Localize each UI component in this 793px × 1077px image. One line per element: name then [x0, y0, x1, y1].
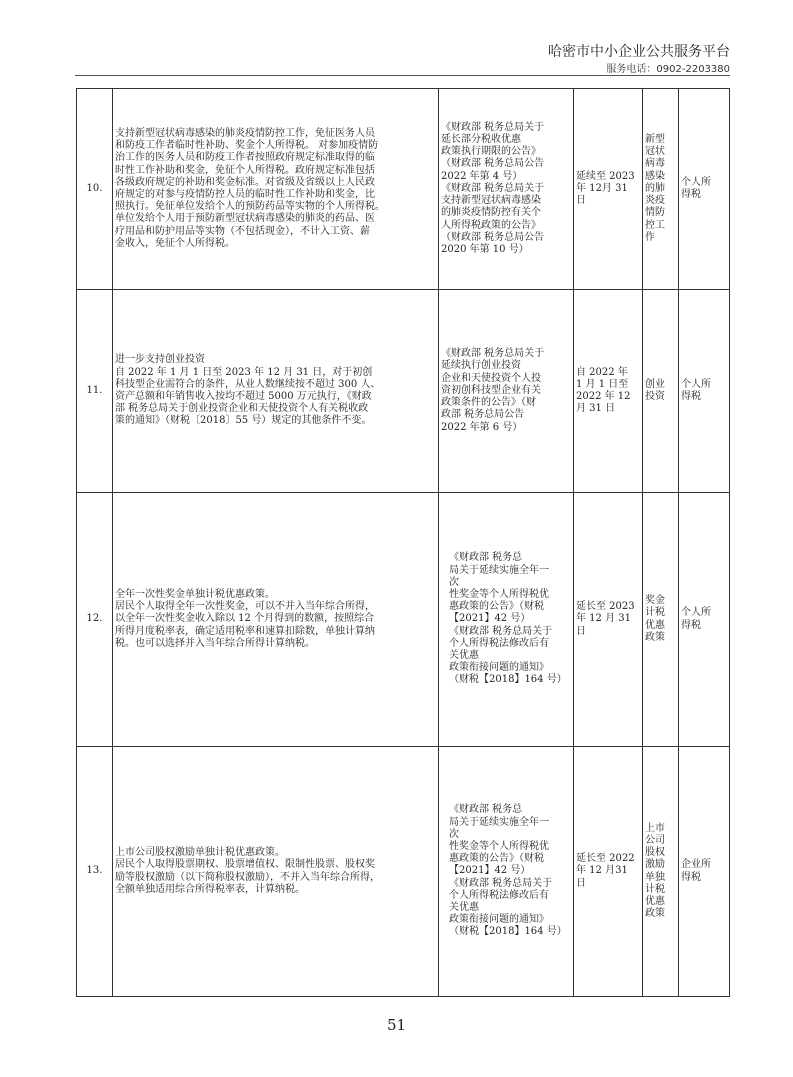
policy-item-line: 优惠 — [645, 895, 665, 907]
policy-item-line: 上市 — [645, 822, 665, 834]
validity-period — [574, 89, 643, 290]
policy-content-line: 自 2022 年 1 月 1 日至 2023 年 12 月 31 日，对于初创 — [115, 366, 373, 378]
policy-content-line: 全年一次性奖金单独计税优惠政策。 — [115, 588, 275, 600]
policy-basis-line: （财政部 税务总局公告 — [441, 231, 545, 243]
policy-item-line: 病毒 — [645, 158, 665, 170]
policy-content — [113, 747, 439, 997]
policy-content-line: 居民个人取得股票期权、股票增值权、限制性股票、股权奖 — [115, 859, 375, 871]
validity-period-line: 年 12 月31 — [576, 865, 628, 877]
policy-basis-line: 支持新型冠状病毒感染 — [441, 195, 541, 207]
policy-item-line: 冠状 — [645, 146, 665, 158]
tax-type-line: 得税 — [681, 189, 701, 200]
policy-content-line: 上市公司股权激励单独计税优惠政策。 — [115, 847, 285, 859]
validity-period-line: 年 12 月 31 — [576, 613, 631, 625]
validity-period-line: 自 2022 年 — [576, 366, 628, 378]
policy-basis-line: 资初创科技型企业有关 — [441, 384, 541, 396]
validity-period-line: 延长至 2022 — [576, 853, 635, 865]
policy-content-line: 单位发给个人用于预防新型冠状病毒感染的肺炎的药品、医 — [115, 213, 375, 225]
policy-content — [113, 290, 439, 493]
policy-basis — [439, 747, 574, 997]
policy-item-line: 控工 — [645, 219, 665, 231]
policy-item-line: 计税 — [645, 883, 665, 895]
policy-content-line: 金收入，免征个人所得税。 — [115, 237, 235, 249]
policy-basis — [439, 493, 574, 747]
policy-basis-line: 企业和天使投资个人投 — [441, 372, 541, 384]
policy-item-line: 创业 — [645, 378, 665, 390]
policy-item-line: 单独 — [645, 871, 665, 883]
policy-item-line: 激励 — [645, 859, 665, 871]
tax-type — [679, 493, 730, 747]
validity-period-line: 1 月 1 日至 — [576, 378, 629, 390]
policy-table — [76, 88, 730, 997]
policy-item-line: 的肺 — [645, 182, 665, 194]
policy-content — [113, 89, 439, 290]
table-row — [77, 747, 730, 997]
row-number: 10. — [77, 89, 113, 290]
policy-item — [643, 493, 679, 747]
policy-basis-line: 政策衔接问题的通知》 — [449, 662, 549, 674]
platform-title: 哈密市中小企业公共服务平台 — [548, 44, 730, 60]
policy-basis-line: 《财政部 税务总局关于 — [441, 182, 545, 194]
table-row — [77, 290, 730, 493]
policy-basis-line: 2022 年第 6 号） — [441, 421, 523, 433]
policy-item-line: 作 — [645, 231, 655, 243]
policy-content-line: 部 税务总局关于创业投资企业和天使投资个人有关税收政 — [115, 403, 369, 415]
policy-basis — [439, 290, 574, 493]
policy-basis-line: 《财政部 税务总局关于 — [441, 348, 545, 360]
policy-item — [643, 89, 679, 290]
validity-period-line: 日 — [576, 195, 586, 207]
policy-basis-line: 延长部分税收优惠 — [441, 134, 521, 146]
policy-item-line: 优惠 — [645, 619, 665, 631]
policy-content-line: 照执行。免征单位发给个人的预防药品等实物的个人所得税。 — [115, 201, 385, 213]
policy-item-line: 情防 — [645, 207, 665, 219]
policy-basis-line: 个人所得税法修改后有 — [449, 889, 549, 901]
policy-item-line: 股权 — [645, 847, 665, 859]
policy-content-line: 资产总额和年销售收入按均不超过 5000 万元执行，《财政 — [115, 391, 372, 402]
policy-basis-line: 性奖金等个人所得税优 — [449, 840, 549, 852]
tax-type — [679, 290, 730, 493]
policy-basis-line: （财政部 税务总局公告 — [441, 158, 545, 170]
tax-type-line: 得税 — [681, 391, 701, 402]
tax-type — [679, 89, 730, 290]
tax-type-line: 企业所 — [681, 859, 711, 871]
policy-item-line: 奖金 — [645, 595, 665, 607]
page-number: 51 — [386, 1016, 407, 1034]
row-number: 11. — [77, 290, 113, 493]
policy-basis-line: 性奖金等个人所得税优 — [449, 588, 549, 600]
policy-content-line: 各级政府规定的补助和奖金标准。对省级及省级以上人民政 — [115, 176, 375, 188]
policy-basis-line: 政策条件的公告》（财 — [441, 397, 536, 409]
policy-content-line: 励等股权激励（以下简称股权激励），不并入当年综合所得， — [115, 871, 380, 883]
policy-content-line: 税。也可以选择并入当年综合所得计算纳税。 — [115, 637, 315, 649]
tax-type-line: 个人所 — [681, 176, 711, 188]
validity-period — [574, 290, 643, 493]
policy-basis-line: 关优惠 — [449, 650, 479, 661]
policy-item-line: 新型 — [645, 134, 665, 146]
validity-period-line: 月 31 日 — [576, 403, 616, 415]
policy-content-line: 治工作的医务人员和防疫工作者按照政府规定标准取得的临 — [115, 152, 375, 164]
policy-basis-line: 政策执行期限的公告》 — [441, 146, 541, 158]
policy-item — [643, 747, 679, 997]
policy-basis-line: 局关于延续实施全年一 — [449, 816, 549, 828]
tax-type-line: 个人所 — [681, 378, 711, 390]
row-number: 13. — [77, 747, 113, 997]
policy-content-line: 所得月度税率表，确定适用税率和速算扣除数，单独计算纳 — [115, 625, 375, 637]
policy-content-line: 进一步支持创业投资 — [115, 354, 205, 366]
policy-basis-line: 政部 税务总局公告 — [441, 409, 525, 421]
policy-basis-line: 人所得税政策的公告》 — [441, 219, 541, 231]
validity-period — [574, 747, 643, 997]
policy-basis-line: 惠政策的公告》（财税 — [449, 601, 544, 613]
policy-item-line: 感染 — [645, 170, 665, 182]
policy-content-line: 科技型企业需符合的条件，从业人数继续按不超过 300 人、 — [115, 378, 381, 390]
policy-basis-line: 惠政策的公告》（财税 — [449, 853, 544, 865]
tax-type — [679, 747, 730, 997]
validity-period-line: 日 — [576, 877, 586, 889]
policy-basis-line: 个人所得税法修改后有 — [449, 637, 549, 649]
policy-basis-line: 《财政部 税务总局关于 — [449, 625, 553, 637]
policy-item-line: 计税 — [645, 607, 665, 619]
policy-content-line: 全额单独适用综合所得税率表，计算纳税。 — [115, 883, 305, 895]
policy-content-line: 以全年一次性奖金收入除以 12 个月得到的数额，按照综合 — [115, 613, 375, 625]
policy-basis-line: 局关于延续实施全年一 — [449, 564, 549, 576]
validity-period — [574, 493, 643, 747]
validity-period-line: 延长至 2023 — [576, 601, 635, 613]
policy-item-line: 政策 — [645, 631, 665, 643]
row-number: 12. — [77, 493, 113, 747]
policy-content-line: 支持新型冠状病毒感染的肺炎疫情防控工作，免征医务人员 — [115, 127, 375, 139]
policy-content-line: 居民个人取得全年一次性奖金，可以不并入当年综合所得， — [115, 601, 375, 613]
policy-basis-line: 《财政部 税务总 — [449, 804, 523, 816]
policy-content — [113, 493, 439, 747]
policy-item-line: 炎疫 — [645, 195, 665, 207]
policy-basis — [439, 89, 574, 290]
validity-period-line: 日 — [576, 625, 586, 637]
policy-item-line: 投资 — [645, 391, 665, 402]
policy-item-line: 公司 — [645, 834, 665, 846]
service-phone: 服务电话：0902-2203380 — [606, 64, 730, 75]
policy-basis-line: 【2021】42 号） — [449, 865, 531, 877]
policy-basis-line: 《财政部 税务总 — [449, 552, 523, 564]
policy-item-line: 政策 — [645, 908, 665, 920]
policy-basis-line: 《财政部 税务总局关于 — [449, 877, 553, 889]
tax-type-line: 个人所 — [681, 607, 711, 619]
policy-basis-line: （财税【2018】164 号） — [449, 926, 567, 938]
policy-content-line: 和防疫工作者临时性补助、奖金个人所得税。 对参加疫情防 — [115, 140, 379, 152]
policy-content-line: 策的通知》（财税〔2018〕55 号）规定的其他条件不变。 — [115, 415, 372, 427]
policy-basis-line: 2020 年第 10 号） — [441, 243, 529, 255]
policy-content-line: 府规定的对参与疫情防控人员的临时性工作补助和奖金，比 — [115, 189, 375, 200]
policy-basis-line: 2022 年第 4 号） — [441, 170, 523, 182]
policy-basis-line: 次 — [449, 576, 459, 588]
policy-basis-line: 《财政部 税务总局关于 — [441, 121, 545, 133]
policy-content-line: 疗用品和防护用品等实物（不包括现金），不计入工资、薪 — [115, 225, 370, 237]
policy-basis-line: （财税【2018】164 号） — [449, 674, 567, 686]
policy-basis-line: 次 — [449, 828, 459, 840]
tax-type-line: 得税 — [681, 619, 701, 631]
header-divider — [75, 75, 730, 76]
validity-period-line: 延续至 2023 — [576, 170, 635, 182]
table-row — [77, 493, 730, 747]
policy-basis-line: 关优惠 — [449, 902, 479, 913]
policy-basis-line: 政策衔接问题的通知》 — [449, 914, 549, 926]
policy-item — [643, 290, 679, 493]
policy-content-line: 时性工作补助和奖金，免征个人所得税。政府规定标准包括 — [115, 164, 375, 176]
validity-period-line: 2022 年 12 — [576, 391, 631, 402]
policy-basis-line: 延续执行创业投资 — [441, 360, 521, 372]
validity-period-line: 年 12月 31 — [576, 182, 628, 194]
table-row — [77, 89, 730, 290]
policy-basis-line: 【2021】42 号） — [449, 613, 531, 625]
policy-basis-line: 的肺炎疫情防控有关个 — [441, 207, 541, 219]
tax-type-line: 得税 — [681, 871, 701, 883]
